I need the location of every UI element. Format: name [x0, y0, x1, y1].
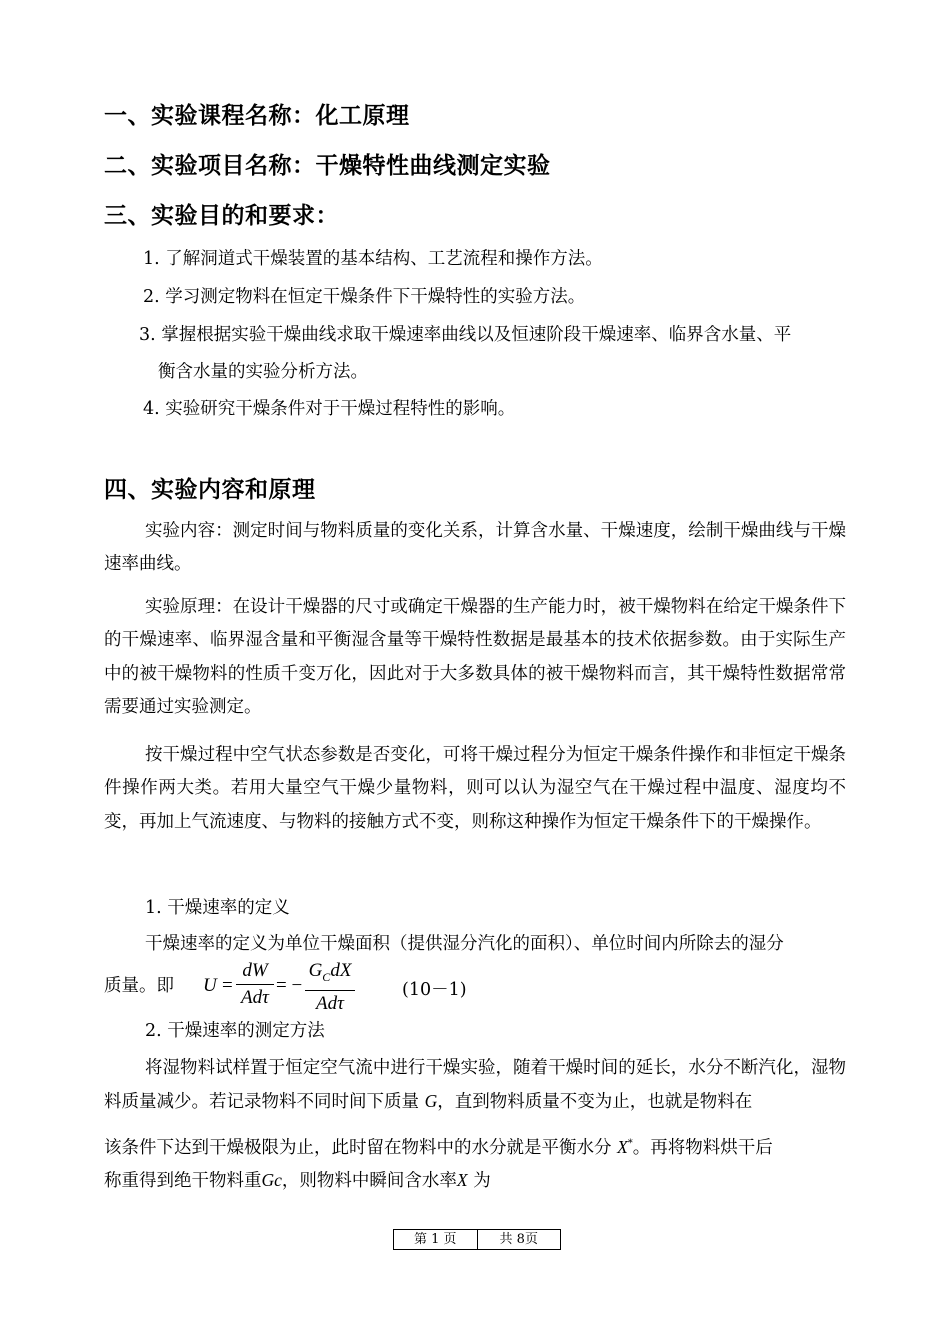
fraction-numerator — [305, 960, 355, 988]
subscript-c: C — [322, 969, 331, 984]
heading-project-name: 二、实验项目名称：干燥特性曲线测定实验 — [104, 153, 551, 179]
fraction-GcdX-Adtau — [305, 960, 355, 1015]
var-X: X — [456, 1170, 468, 1190]
objective-item: 2. 学习测定物料在恒定干燥条件下干燥特性的实验方法。 — [143, 287, 586, 307]
measurement-line-3 — [104, 1132, 773, 1160]
fraction-denominator: Adτ — [241, 987, 269, 1008]
fraction-dW-Adtau — [236, 960, 274, 1009]
measurement-text: 称重得到绝干物料重 — [104, 1171, 262, 1191]
heading-content-principle: 四、实验内容和原理 — [104, 477, 316, 503]
subsection-definition: 1. 干燥速率的定义 — [145, 898, 290, 918]
measurement-line-4 — [104, 1168, 491, 1193]
var-G: G — [424, 1091, 438, 1112]
page-footer — [393, 1229, 561, 1250]
page-total: 共 8页 — [477, 1230, 561, 1249]
var-X: X — [617, 1136, 628, 1157]
heading-course-name: 一、实验课程名称：化工原理 — [104, 103, 410, 129]
measurement-text: 。再将物料烘干后 — [632, 1137, 773, 1158]
objective-item: 3. 掌握根据实验干燥曲线求取干燥速率曲线以及恒速阶段干燥速率、临界含水量、平 — [139, 325, 792, 345]
measurement-text: 该条件下达到干燥极限为止，此时留在物料中的水分就是平衡水分 — [104, 1137, 612, 1158]
fraction-numerator: dW — [242, 960, 268, 981]
equation-number: (10－1) — [402, 980, 467, 1000]
fraction-denominator: Adτ — [316, 992, 344, 1014]
page-number: 第 1 页 — [413, 1232, 457, 1247]
measurement-text: ，则物料中瞬间含水率 — [281, 1171, 457, 1191]
paragraph-content: 实验内容：测定时间与物料质量的变化关系，计算含水量、干燥速度，绘制干燥曲线与干燥速率曲线。 — [104, 521, 846, 575]
equation-prefix: 质量。即 — [104, 976, 174, 996]
var-dX: dX — [330, 960, 352, 981]
fraction-bar — [305, 990, 355, 991]
equation-equals-minus: = − — [276, 975, 303, 996]
paragraph-definition: 干燥速率的定义为单位干燥面积（提供湿分汽化的面积）、单位时间内所除去的湿分 — [145, 934, 784, 954]
paragraph-measurement — [104, 1052, 846, 1118]
objective-item: 1. 了解洞道式干燥装置的基本结构、工艺流程和操作方法。 — [143, 249, 603, 269]
paragraph-principle: 实验原理：在设计干燥器的尺寸或确定干燥器的生产能力时，被干燥物料在给定干燥条件下的干燥速率、临界湿含量和平衡湿含量等干燥特性数据是最基本的技术依据参数。由于实际生产中的被干燥物料的性质千变万化，因此对于大多数具体的被干燥物料而言，其干燥特性数据常常需要通过实验测定。 — [104, 597, 846, 718]
equation-equals: = — [222, 975, 233, 996]
var-G: G — [308, 960, 323, 981]
objective-item: 4. 实验研究干燥条件对于干燥过程特性的影响。 — [143, 399, 516, 419]
measurement-text: 为 — [473, 1171, 491, 1191]
var-Gc: Gc — [261, 1170, 282, 1190]
measurement-text: ，直到物料质量不变为止，也就是物料在 — [437, 1092, 753, 1113]
equation-lhs: U — [203, 975, 217, 996]
superscript-star: * — [627, 1138, 633, 1149]
objective-item-continued: 衡含水量的实验分析方法。 — [158, 362, 368, 382]
subsection-measurement: 2. 干燥速率的测定方法 — [145, 1021, 325, 1041]
heading-objectives: 三、实验目的和要求： — [104, 203, 339, 229]
fraction-bar — [236, 984, 274, 985]
paragraph-classification: 按干燥过程中空气状态参数是否变化，可将干燥过程分为恒定干燥条件操作和非恒定干燥条件操作两大类。若用大量空气干燥少量物料，则可以认为湿空气在干燥过程中温度、湿度均不变，再加上气流速度、与物料的接触方式不变，则称这种操作为恒定干燥条件下的干燥操作。 — [104, 745, 846, 832]
measurement-text: 将湿物料试样置于恒定空气流中进行干燥实验，随着干燥时间的延长，水分不断汽化，湿物料质量减少。若记录物料不同时间下质量 — [104, 1058, 846, 1113]
